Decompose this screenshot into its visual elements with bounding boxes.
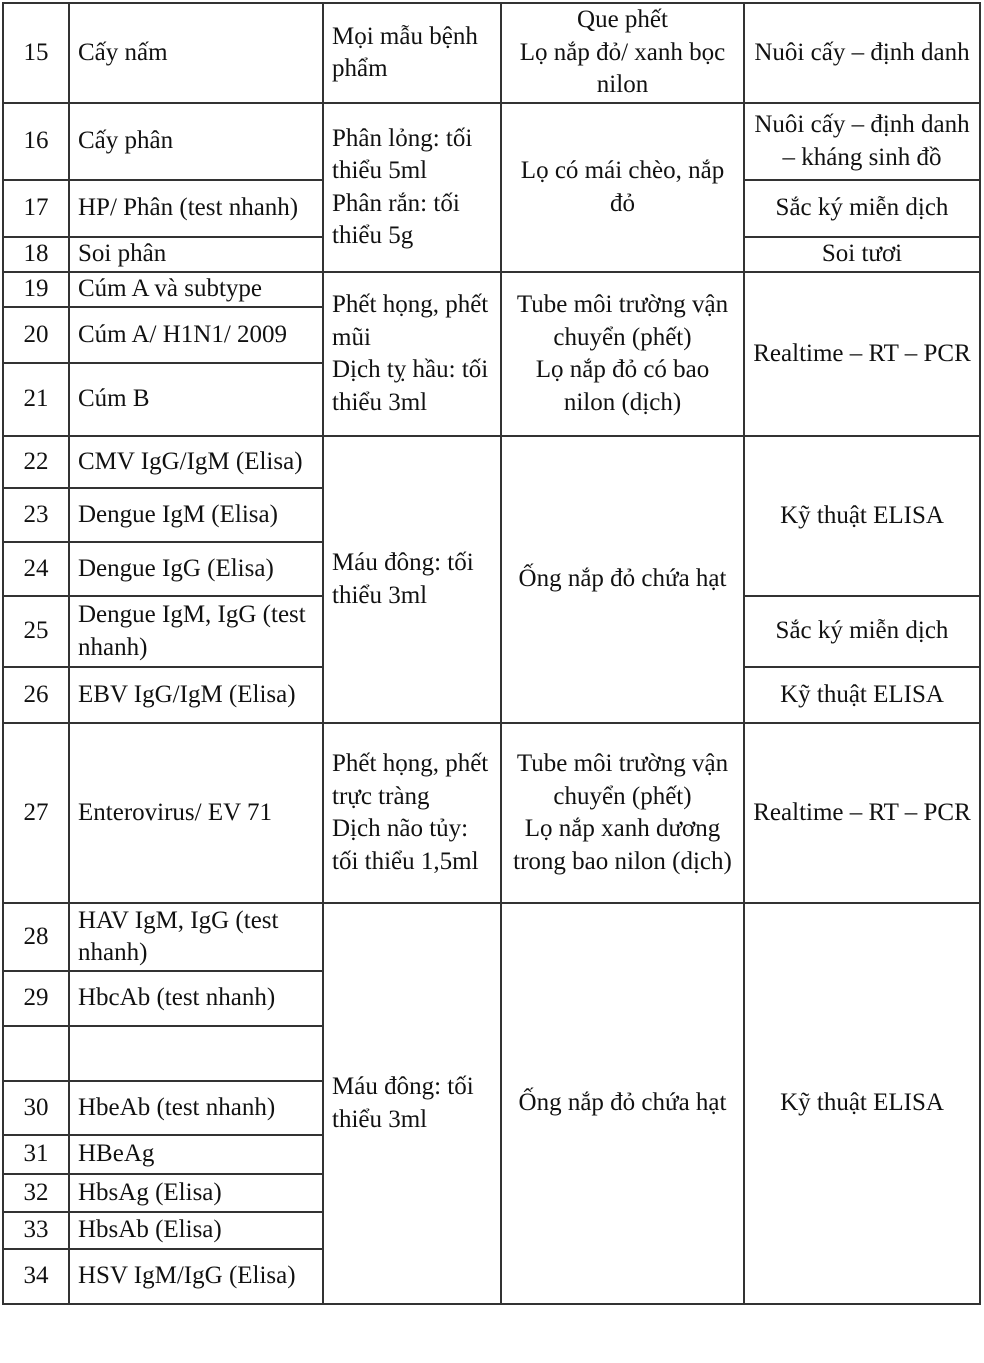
method-cell: Sắc ký miễn dịch <box>745 597 981 668</box>
container-cell: Tube môi trường vận chuyển (phết) Lọ nắp xanh dương trong bao nilon (dịch) <box>502 724 745 904</box>
test-name: Cúm B <box>70 364 324 437</box>
method-cell: Kỹ thuật ELISA <box>745 668 981 724</box>
row-number: 30 <box>4 1082 70 1136</box>
row-number: 28 <box>4 904 70 972</box>
row-number: 29 <box>4 972 70 1027</box>
row-number: 17 <box>4 181 70 238</box>
row-number: 18 <box>4 238 70 273</box>
method-cell: Kỹ thuật ELISA <box>745 437 981 597</box>
method-cell: Nuôi cấy – định danh – kháng sinh đồ <box>745 104 981 181</box>
test-name: Dengue IgG (Elisa) <box>70 543 324 597</box>
row-number: 27 <box>4 724 70 904</box>
test-name <box>70 1027 324 1082</box>
test-name: Cúm A/ H1N1/ 2009 <box>70 308 324 364</box>
test-name: HbsAb (Elisa) <box>70 1213 324 1250</box>
specimen-table <box>2 2 981 1305</box>
specimen-cell: Phết họng, phết mũi Dịch tỵ hầu: tối thiểu 3ml <box>324 273 502 437</box>
specimen-cell: Máu đông: tối thiểu 3ml <box>324 437 502 724</box>
test-name: Cấy nấm <box>70 4 324 104</box>
method-cell: Realtime – RT – PCR <box>745 273 981 437</box>
specimen-cell: Phết họng, phết trực tràng Dịch não tủy: tối thiểu 1,5ml <box>324 724 502 904</box>
method-cell: Soi tươi <box>745 238 981 273</box>
specimen-cell: Mọi mẫu bệnh phẩm <box>324 4 502 104</box>
test-name: EBV IgG/IgM (Elisa) <box>70 668 324 724</box>
row-number: 24 <box>4 543 70 597</box>
row-number: 22 <box>4 437 70 489</box>
container-cell: Tube môi trường vận chuyển (phết) Lọ nắp đỏ có bao nilon (dịch) <box>502 273 745 437</box>
test-name: HbeAb (test nhanh) <box>70 1082 324 1136</box>
test-name: Cấy phân <box>70 104 324 181</box>
row-number: 26 <box>4 668 70 724</box>
container-cell: Ống nắp đỏ chứa hạt <box>502 904 745 1305</box>
specimen-cell: Phân lỏng: tối thiểu 5ml Phân rắn: tối thiểu 5g <box>324 104 502 273</box>
method-cell: Kỹ thuật ELISA <box>745 904 981 1305</box>
test-name: Soi phân <box>70 238 324 273</box>
test-name: HSV IgM/IgG (Elisa) <box>70 1250 324 1305</box>
test-name: HAV IgM, IgG (test nhanh) <box>70 904 324 972</box>
row-number: 19 <box>4 273 70 308</box>
test-name: Cúm A và subtype <box>70 273 324 308</box>
test-name: HP/ Phân (test nhanh) <box>70 181 324 238</box>
row-number: 34 <box>4 1250 70 1305</box>
container-cell: Que phết Lọ nắp đỏ/ xanh bọc nilon <box>502 4 745 104</box>
test-name: HBeAg <box>70 1136 324 1175</box>
test-name: HbcAb (test nhanh) <box>70 972 324 1027</box>
container-cell: Ống nắp đỏ chứa hạt <box>502 437 745 724</box>
test-name: Dengue IgM, IgG (test nhanh) <box>70 597 324 668</box>
method-cell: Nuôi cấy – định danh <box>745 4 981 104</box>
container-cell: Lọ có mái chèo, nắp đỏ <box>502 104 745 273</box>
row-number: 16 <box>4 104 70 181</box>
row-number <box>4 1027 70 1082</box>
specimen-cell: Máu đông: tối thiểu 3ml <box>324 904 502 1305</box>
row-number: 15 <box>4 4 70 104</box>
method-cell: Sắc ký miễn dịch <box>745 181 981 238</box>
row-number: 33 <box>4 1213 70 1250</box>
row-number: 25 <box>4 597 70 668</box>
test-name: HbsAg (Elisa) <box>70 1175 324 1213</box>
test-name: CMV IgG/IgM (Elisa) <box>70 437 324 489</box>
row-number: 21 <box>4 364 70 437</box>
test-name: Enterovirus/ EV 71 <box>70 724 324 904</box>
row-number: 32 <box>4 1175 70 1213</box>
row-number: 20 <box>4 308 70 364</box>
method-cell: Realtime – RT – PCR <box>745 724 981 904</box>
row-number: 23 <box>4 489 70 543</box>
row-number: 31 <box>4 1136 70 1175</box>
test-name: Dengue IgM (Elisa) <box>70 489 324 543</box>
